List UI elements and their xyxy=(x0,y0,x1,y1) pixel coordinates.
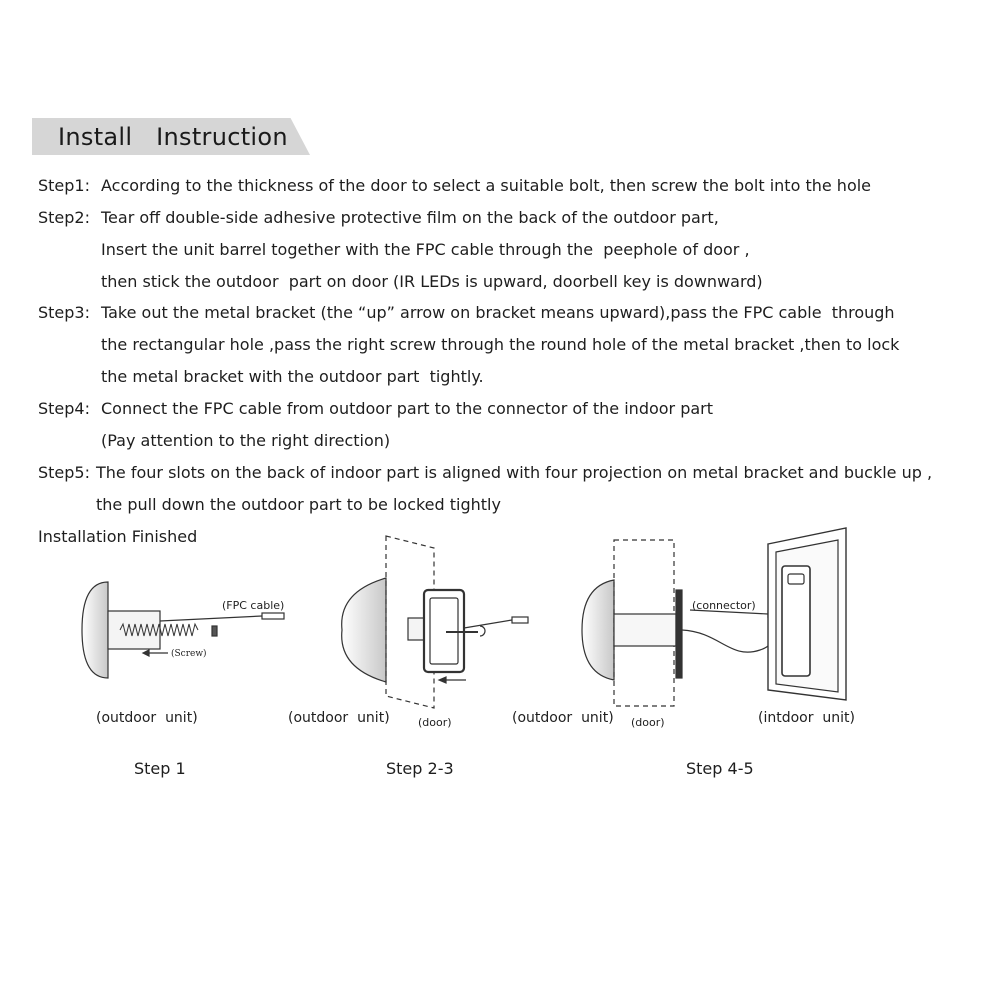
step45-door-label: (door) xyxy=(631,716,665,729)
step3-line-2: the rectangular hole ,pass the right screw through the round hole of the metal bracket ,then to lock xyxy=(101,335,900,354)
step4-line-1: Connect the FPC cable from outdoor part to the connector of the indoor part xyxy=(101,399,714,418)
step1-fpc-label: (FPC cable) xyxy=(222,599,285,612)
step2-line-2: Insert the unit barrel together with the FPC cable through the peephole of door , xyxy=(101,240,750,259)
step1-diagram xyxy=(82,582,284,678)
step1-fpc-end xyxy=(262,613,284,619)
step1-screw-label: (Screw) xyxy=(171,649,207,659)
step1-caption: Step 1 xyxy=(134,759,186,778)
step1-arrow-head xyxy=(143,650,149,656)
step1-outdoor-unit-dome xyxy=(82,582,108,678)
step4-prefix: Step4: xyxy=(38,399,90,418)
step3-prefix: Step3: xyxy=(38,303,90,322)
step23-arrow-head xyxy=(439,677,446,683)
step1-screw-head xyxy=(212,626,217,636)
step23-cable-end xyxy=(512,617,528,623)
step45-outdoor-dome xyxy=(582,580,614,680)
step45-barrel xyxy=(614,614,676,646)
step2-line-3: then stick the outdoor part on door (IR LEDs is upward, doorbell key is downward) xyxy=(101,272,763,291)
installation-finished: Installation Finished xyxy=(38,527,198,546)
step5-prefix: Step5: xyxy=(38,463,90,482)
step1-line-1: According to the thickness of the door to select a suitable bolt, then screw the bolt into the hole xyxy=(101,176,872,195)
step1-prefix: Step1: xyxy=(38,176,90,195)
step23-outdoor-unit-label: (outdoor unit) xyxy=(288,710,390,726)
step45-connector-label: (connector) xyxy=(692,599,756,612)
step5-line-2: the pull down the outdoor part to be locked tightly xyxy=(96,495,501,514)
step1-outdoor-unit-label: (outdoor unit) xyxy=(96,710,198,726)
step23-rotate-icon xyxy=(480,626,485,636)
step45-indoor-unit-label: (intdoor unit) xyxy=(758,710,855,726)
step23-door-label: (door) xyxy=(418,716,452,729)
step23-outdoor-dome xyxy=(342,578,386,682)
step45-indoor-plate xyxy=(782,566,810,676)
step2-line-1: Tear off double-side adhesive protective film on the back of the outdoor part, xyxy=(101,208,719,227)
step3-line-1: Take out the metal bracket (the “up” arrow on bracket means upward),pass the FPC cable through xyxy=(101,303,895,322)
step1-fpc-line xyxy=(160,616,262,621)
step45-bracket xyxy=(676,590,682,678)
page-title: Install Instruction xyxy=(58,123,288,151)
step23-cable xyxy=(464,620,512,628)
step4-line-2: (Pay attention to the right direction) xyxy=(101,431,391,450)
step45-outdoor-unit-label: (outdoor unit) xyxy=(512,710,614,726)
step45-diagram xyxy=(582,528,846,706)
step23-diagram xyxy=(342,536,528,708)
step45-caption: Step 4-5 xyxy=(686,759,754,778)
step5-line-1: The four slots on the back of indoor part is aligned with four projection on metal bracket and buckle up , xyxy=(96,463,933,482)
step23-caption: Step 2-3 xyxy=(386,759,454,778)
step3-line-3: the metal bracket with the outdoor part tightly. xyxy=(101,367,484,386)
step2-prefix: Step2: xyxy=(38,208,90,227)
